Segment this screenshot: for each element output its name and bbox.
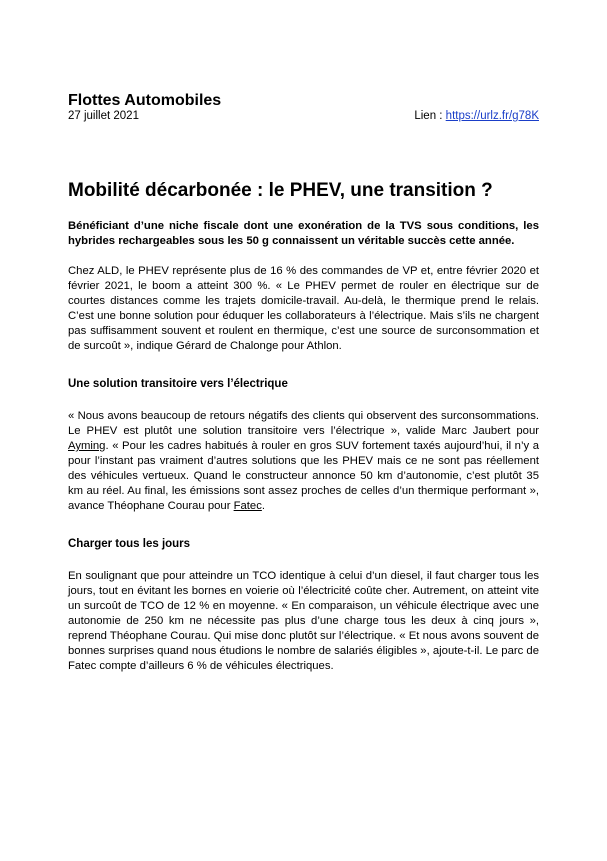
- subheading-charging: Charger tous les jours: [68, 538, 191, 550]
- paragraph-2-part-2: . « Pour les cadres habitués à rouler en gros SUV fortement taxés aujourd’hui, il n’y a pour l’instant pas vraiment d’autres solutions que les PHEV mais ce ne sont pas réellement des véhicules vertueux. Quand le constructeur annonce 50 km d’autonomie, c’est plutôt 35 km au réel. Au final, les émissions sont assez proches de celles d’un thermique performant », avance Théophane Courau pour: [68, 440, 539, 512]
- fatec-link[interactable]: Fatec: [233, 500, 262, 512]
- article-title: Mobilité décarbonée : le PHEV, une transition ?: [68, 180, 493, 201]
- publication-date: 27 juillet 2021: [68, 110, 139, 122]
- article-paragraph-2: [68, 409, 539, 514]
- publication-name: Flottes Automobiles: [68, 92, 222, 109]
- source-link-label: Lien :: [414, 110, 446, 122]
- ayming-link[interactable]: Ayming: [68, 440, 106, 452]
- article-paragraph-3: En soulignant que pour atteindre un TCO identique à celui d’un diesel, il faut charger tous les jours, tout en évitant les bornes en voierie où l’électricité coûte cher. Autrement, on atteint vite un surcoût de TCO de 12 % en moyenne. « En comparaison, un véhicule électrique avec une autonomie de 250 km ne nécessite pas plus d’une charge tous les deux à cinq jours », reprend Théophane Courau. Qui mise donc plutôt sur l’électrique. « Et nous avons souvent de bonnes surprises quand nous étudions le nombre de salariés éligibles », ajoute-t-il. Le parc de Fatec compte d’ailleurs 6 % de véhicules électriques.: [68, 570, 539, 672]
- subheading-transition: Une solution transitoire vers l’électrique: [68, 378, 288, 390]
- paragraph-2-part-3: .: [261, 500, 266, 512]
- source-link-row: [414, 110, 539, 122]
- paragraph-2-part-1: « Nous avons beaucoup de retours négatifs des clients qui observent des surconsommations. Le PHEV est plutôt une solution transitoire vers l’électrique », valide Marc Jaubert pour: [68, 410, 539, 437]
- article-lead: Bénéficiant d’une niche fiscale dont une exonération de la TVS sous conditions, les hybrides rechargeables sous les 50 g connaissent un véritable succès cette année.: [68, 220, 539, 247]
- article-paragraph-1: Chez ALD, le PHEV représente plus de 16 % des commandes de VP et, entre février 2020 et février 2021, le boom a atteint 300 %. « Le PHEV permet de rouler en électrique sur de courtes distances comme les trajets domicile-travail. Au-delà, le thermique prend le relais. C’est une bonne solution pour éduquer les collaborateurs à l’électrique. Mais s’ils ne chargent pas suffisamment souvent et roulent en thermique, c’est une source de surconsommation et de surcoût », indique Gérard de Chalonge pour Athlon.: [68, 265, 539, 352]
- source-link[interactable]: https://urlz.fr/g78K: [445, 110, 539, 122]
